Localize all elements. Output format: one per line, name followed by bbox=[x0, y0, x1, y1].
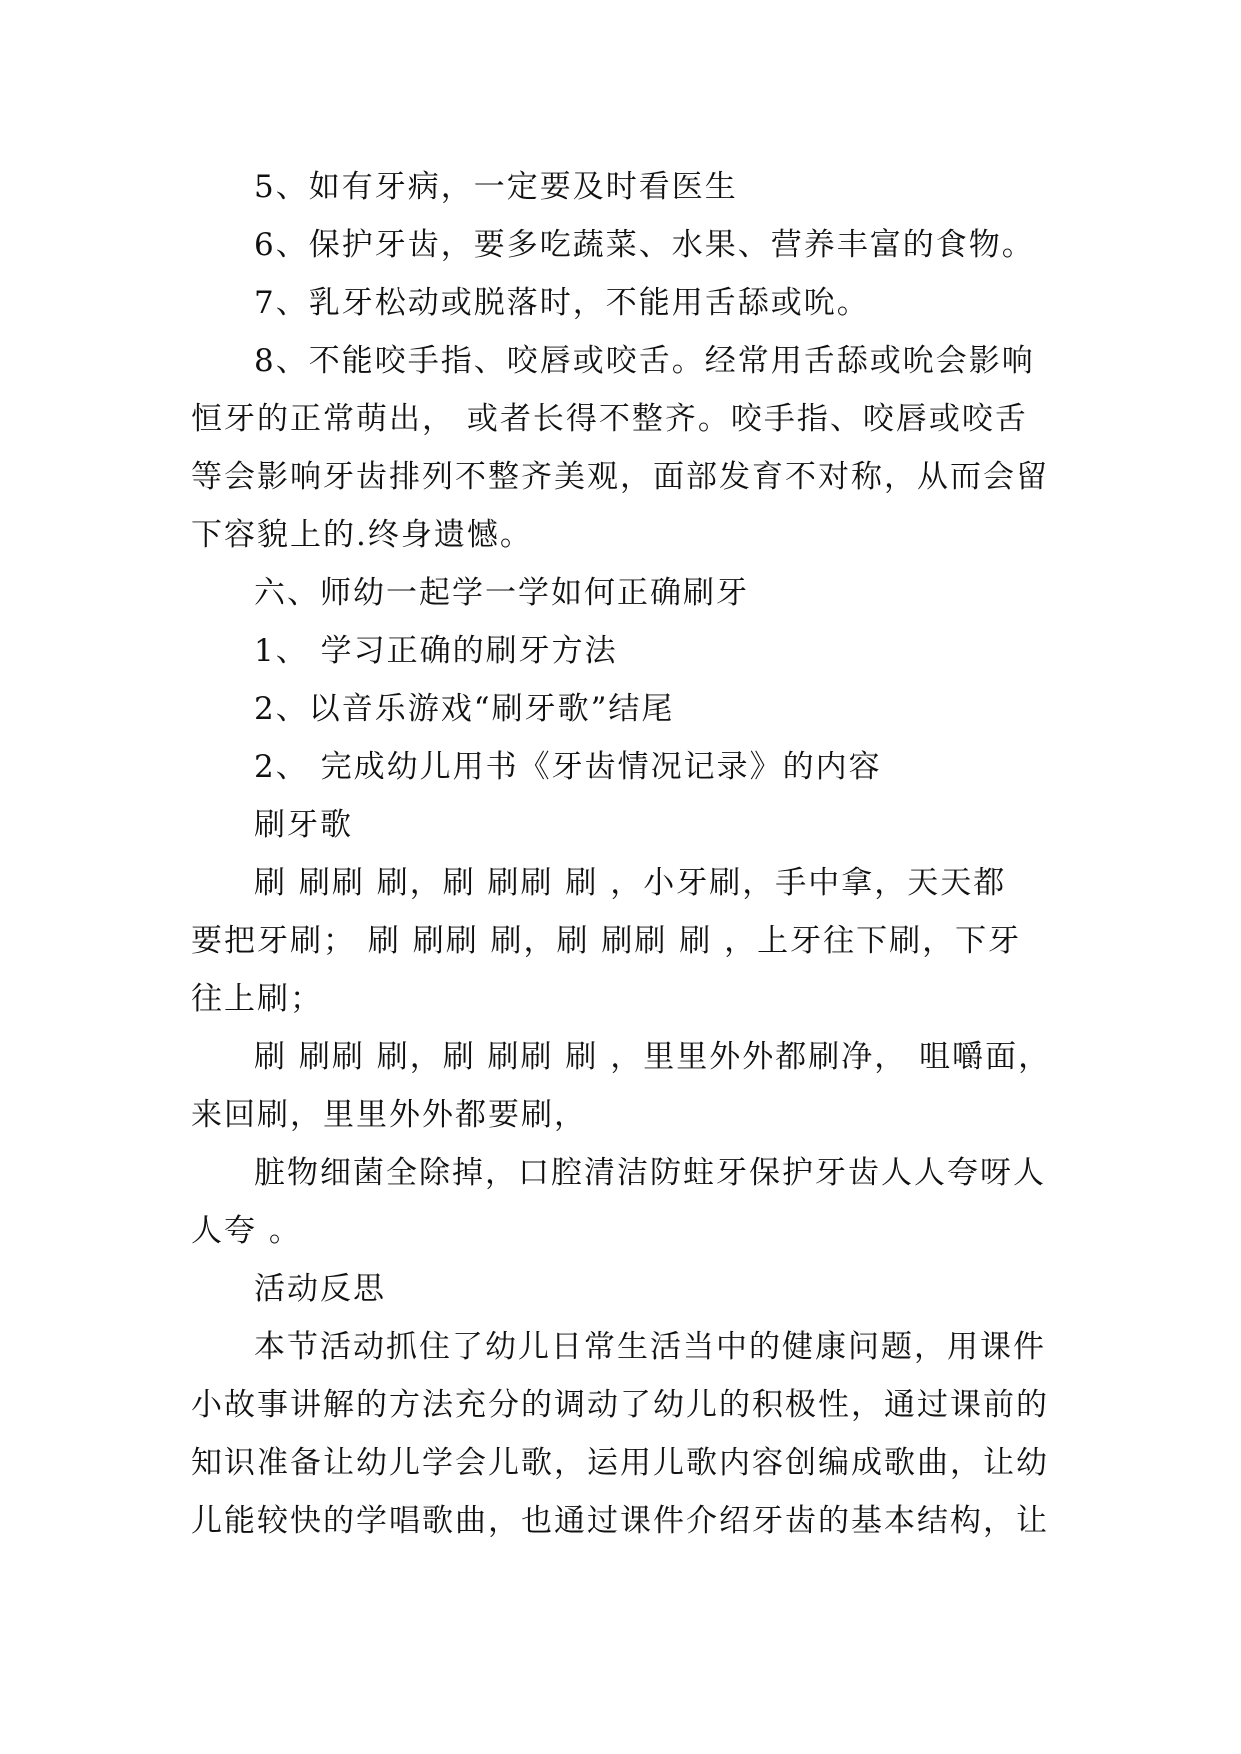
song-line-3: 往上刷； bbox=[191, 981, 323, 1017]
step-item-3: 2、 完成幼儿用书《牙齿情况记录》的内容 bbox=[254, 749, 882, 785]
reflection-line-3: 知识准备让幼儿学会儿歌，运用儿歌内容创编成歌曲，让幼 bbox=[191, 1445, 1049, 1481]
song-line-6: 脏物细菌全除掉，口腔清洁防蛀牙保护牙齿人人夸呀人 bbox=[254, 1155, 1046, 1191]
body-line-3: 7、乳牙松动或脱落时，不能用舌舔或吮。 bbox=[254, 285, 870, 321]
song-line-5: 来回刷，里里外外都要刷， bbox=[191, 1097, 587, 1133]
body-line-4: 8、不能咬手指、咬唇或咬舌。经常用舌舔或吮会影响 bbox=[254, 343, 1035, 379]
reflection-line-4: 儿能较快的学唱歌曲，也通过课件介绍牙齿的基本结构，让 bbox=[191, 1503, 1049, 1539]
reflection-line-1: 本节活动抓住了幼儿日常生活当中的健康问题，用课件 bbox=[254, 1329, 1046, 1365]
body-line-2: 6、保护牙齿，要多吃蔬菜、水果、营养丰富的食物。 bbox=[254, 227, 1035, 263]
document-body bbox=[191, 158, 1051, 1550]
step-item-2: 2、以音乐游戏“刷牙歌”结尾 bbox=[254, 691, 675, 727]
step-item-1: 1、 学习正确的刷牙方法 bbox=[254, 633, 618, 669]
song-line-2: 要把牙刷； 刷 刷刷 刷，刷 刷刷 刷 ，上牙往下刷，下牙 bbox=[191, 923, 1022, 959]
body-line-1: 5、如有牙病，一定要及时看医生 bbox=[254, 169, 738, 205]
song-line-4: 刷 刷刷 刷，刷 刷刷 刷 ，里里外外都刷净， 咀嚼面， bbox=[254, 1039, 1052, 1075]
reflection-heading: 活动反思 bbox=[254, 1271, 386, 1307]
body-line-5: 恒牙的正常萌出， 或者长得不整齐。咬手指、咬唇或咬舌 bbox=[191, 401, 1028, 437]
song-title: 刷牙歌 bbox=[254, 807, 353, 843]
song-line-7: 人夸 。 bbox=[191, 1213, 302, 1249]
song-line-1: 刷 刷刷 刷，刷 刷刷 刷 ，小牙刷，手中拿，天天都 bbox=[254, 865, 1007, 901]
section-heading-six: 六、师幼一起学一学如何正确刷牙 bbox=[254, 575, 749, 611]
body-line-6: 等会影响牙齿排列不整齐美观，面部发育不对称，从而会留 bbox=[191, 459, 1049, 495]
reflection-line-2: 小故事讲解的方法充分的调动了幼儿的积极性，通过课前的 bbox=[191, 1387, 1049, 1423]
body-line-7: 下容貌上的.终身遗憾。 bbox=[191, 517, 533, 553]
